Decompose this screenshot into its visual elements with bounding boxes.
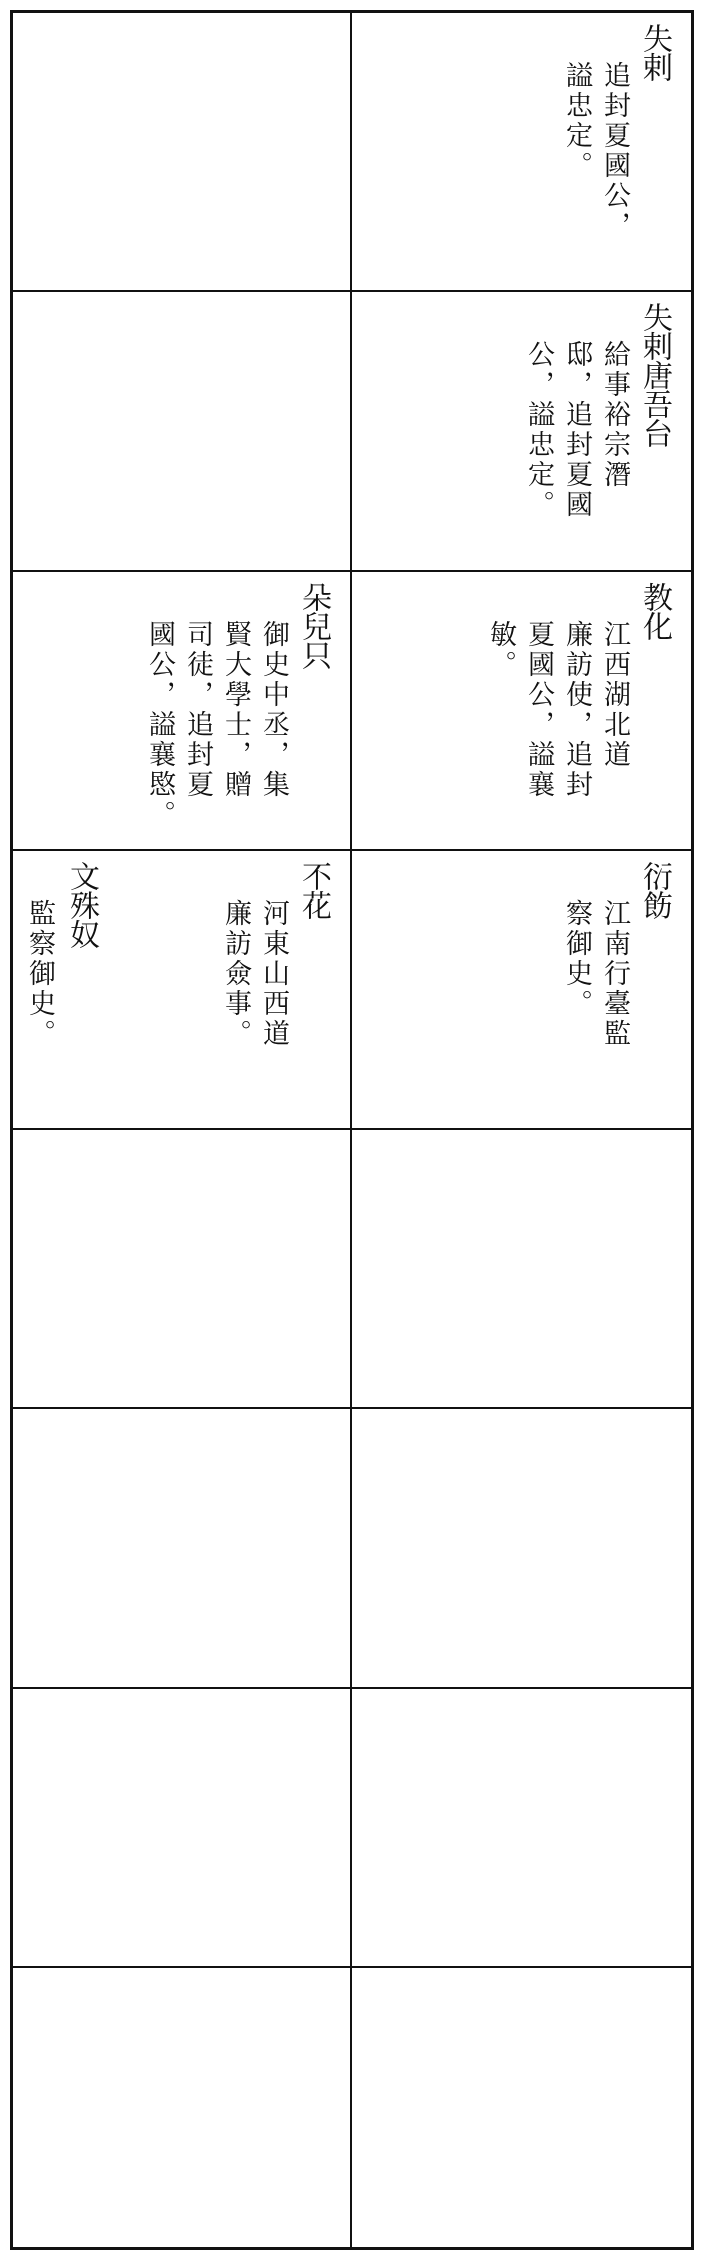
row-2-right-cell — [352, 292, 691, 571]
row-4-right-cell — [352, 851, 691, 1130]
row-7-right-cell — [352, 1689, 691, 1968]
row-1-right-cell — [352, 13, 691, 292]
row-5-right-cell — [352, 1130, 691, 1409]
row-8-right-cell — [352, 1968, 691, 2247]
row-5-left-cell — [13, 1130, 352, 1409]
row-6-left-cell — [13, 1409, 352, 1688]
person-biography-duoerzhi: 御史中丞，集 賢大學士，贈 司徒，追封夏 國公，謚襄愍。 — [144, 619, 289, 830]
person-biography-jiaohua: 江西湖北道 廉訪使，追封 夏國公，謚襄 敏。 — [485, 619, 630, 800]
person-name-buhua: 不花 — [296, 860, 331, 919]
person-biography-yanchi: 江南行臺監 察御史。 — [561, 898, 630, 1049]
person-name-yanchi: 衍飭 — [637, 860, 672, 919]
person-name-shila-tangwutai: 失剌唐吾台 — [637, 302, 672, 448]
genealogy-table — [10, 10, 694, 2250]
person-name-shila: 失剌 — [637, 23, 672, 81]
person-name-wenshunu: 文殊奴 — [64, 860, 99, 948]
person-biography-buhua: 河東山西道 廉訪僉事。 — [220, 898, 289, 1049]
person-biography-shila-tangwutai: 給事裕宗潛 邸，追封夏國 公，謚忠定。 — [523, 340, 630, 521]
row-6-right-cell — [352, 1409, 691, 1688]
person-name-jiaohua: 教化 — [637, 581, 672, 640]
row-8-left-cell — [13, 1968, 352, 2247]
row-3-right-cell — [352, 572, 691, 851]
row-3-left-cell — [13, 572, 352, 851]
row-2-left-cell — [13, 292, 352, 571]
person-name-duoerzhi: 朵兒只 — [296, 581, 331, 669]
row-4-left-cell — [13, 851, 352, 1130]
row-7-left-cell — [13, 1689, 352, 1968]
row-1-left-cell — [13, 13, 352, 292]
person-biography-wenshunu: 監察御史。 — [24, 898, 55, 1049]
person-biography-shila: 追封夏國公， 謚忠定。 — [561, 61, 630, 241]
